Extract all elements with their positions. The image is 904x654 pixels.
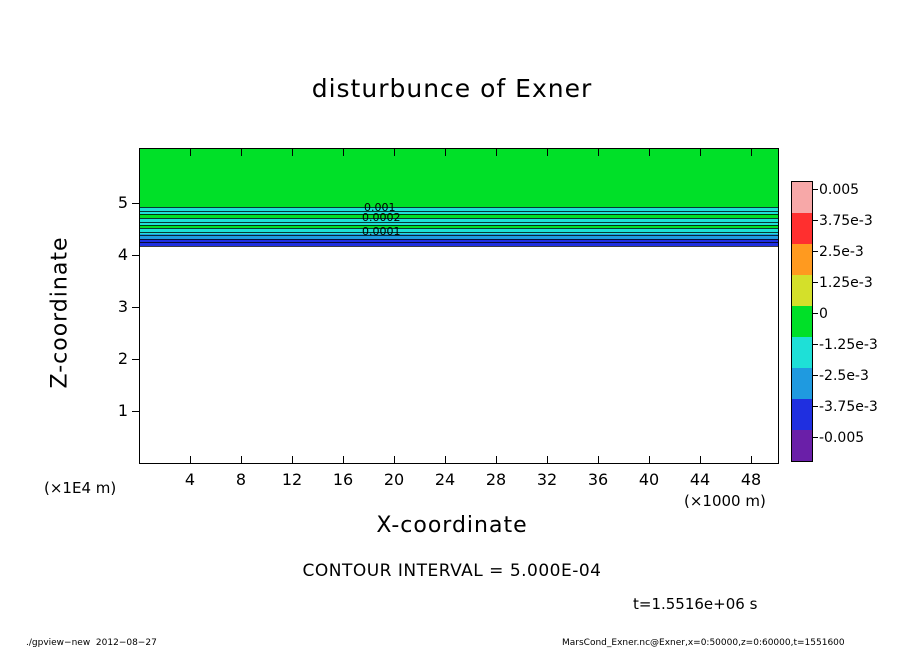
colorbar-label: -1.25e-3: [819, 337, 878, 353]
contour-line: [140, 239, 778, 240]
x-tick-top: [343, 149, 344, 156]
colorbar-label: 3.75e-3: [819, 213, 873, 229]
contour-interval-label: CONTOUR INTERVAL = 5.000E-04: [302, 561, 602, 581]
colorbar-cell: [792, 306, 812, 337]
x-axis-title: X-coordinate: [376, 513, 528, 538]
contour-line: [140, 246, 778, 247]
time-label: t=1.5516e+06 s: [633, 595, 758, 613]
x-tick: [547, 456, 548, 464]
x-tick-top: [751, 149, 752, 156]
footer-right: MarsCond_Exner.nc@Exner,x=0:50000,z=0:60000,t=1551600: [562, 638, 845, 648]
x-tick: [751, 456, 752, 464]
contour-label-3: 0.0001: [362, 225, 401, 238]
contour-line: [140, 211, 778, 212]
contour-line: [140, 214, 778, 215]
y-tick-label: 1: [117, 401, 128, 420]
plot-area: [139, 148, 779, 464]
colorbar-tick: [813, 220, 818, 221]
y-tick-label: 3: [117, 297, 128, 316]
colorbar-cell: [792, 337, 812, 368]
x-tick: [190, 456, 191, 464]
x-tick-top: [547, 149, 548, 156]
x-tick-top: [292, 149, 293, 156]
x-tick-top: [241, 149, 242, 156]
x-tick-label: 32: [536, 470, 558, 489]
y-tick-label: 2: [117, 349, 128, 368]
x-tick: [394, 456, 395, 464]
x-tick: [496, 456, 497, 464]
colorbar-label: -3.75e-3: [819, 399, 878, 415]
colorbar-tick: [813, 406, 818, 407]
contour-line: [140, 222, 778, 223]
colorbar-tick: [813, 251, 818, 252]
chart-title: disturbunce of Exner: [311, 74, 593, 103]
x-tick: [241, 456, 242, 464]
x-tick-label: 20: [383, 470, 405, 489]
y-tick: [132, 411, 140, 412]
x-tick-top: [496, 149, 497, 156]
colorbar-label: 0: [819, 306, 828, 322]
x-tick-top: [445, 149, 446, 156]
colorbar-label: 0.005: [819, 182, 860, 198]
x-tick-label: 44: [689, 470, 711, 489]
colorbar-cell: [792, 244, 812, 275]
colorbar-tick: [813, 375, 818, 376]
colorbar-cell: [792, 275, 812, 306]
x-tick-top: [700, 149, 701, 156]
contour-line: [140, 228, 778, 229]
x-tick-label: 4: [184, 470, 196, 489]
x-tick-top: [649, 149, 650, 156]
x-tick: [343, 456, 344, 464]
contour-line: [140, 232, 778, 233]
data-band-zero: [140, 149, 778, 207]
colorbar: [791, 181, 813, 462]
x-tick: [292, 456, 293, 464]
y-tick: [132, 203, 140, 204]
y-tick-label: 4: [117, 245, 128, 264]
x-tick-top: [190, 149, 191, 156]
y-axis-unit: (×1E4 m): [44, 479, 117, 497]
contour-line: [140, 225, 778, 226]
colorbar-tick: [813, 344, 818, 345]
colorbar-cell: [792, 430, 812, 461]
colorbar-cell: [792, 399, 812, 430]
x-tick-label: 8: [235, 470, 247, 489]
y-axis-title: Z-coordinate: [47, 236, 73, 389]
x-tick-label: 16: [332, 470, 354, 489]
colorbar-cell: [792, 213, 812, 244]
x-tick-top: [394, 149, 395, 156]
colorbar-cell: [792, 368, 812, 399]
colorbar-label: -0.005: [819, 430, 865, 446]
x-tick-top: [598, 149, 599, 156]
footer-left: ./gpview−new 2012−08−27: [26, 638, 157, 648]
x-tick: [598, 456, 599, 464]
x-tick: [649, 456, 650, 464]
x-tick-label: 48: [740, 470, 762, 489]
colorbar-label: 1.25e-3: [819, 275, 873, 291]
contour-line: [140, 242, 778, 243]
y-tick: [132, 307, 140, 308]
colorbar-tick: [813, 189, 818, 190]
x-tick-label: 12: [281, 470, 303, 489]
data-band-white: [140, 246, 778, 464]
colorbar-tick: [813, 437, 818, 438]
x-tick-label: 36: [587, 470, 609, 489]
colorbar-label: 2.5e-3: [819, 244, 864, 260]
y-tick-label: 5: [117, 193, 128, 212]
contour-line: [140, 218, 778, 219]
contour-line: [140, 235, 778, 236]
x-tick-label: 40: [638, 470, 660, 489]
y-tick: [132, 359, 140, 360]
y-tick: [132, 255, 140, 256]
x-axis-unit: (×1000 m): [684, 492, 766, 510]
x-tick-label: 24: [434, 470, 456, 489]
contour-line: [140, 207, 778, 208]
colorbar-cell: [792, 182, 812, 213]
contour-label-2: 0.0002: [362, 211, 401, 224]
colorbar-label: -2.5e-3: [819, 368, 869, 384]
contour-label-1: 0.001: [364, 201, 396, 214]
colorbar-tick: [813, 313, 818, 314]
x-tick: [700, 456, 701, 464]
x-tick: [445, 456, 446, 464]
colorbar-tick: [813, 282, 818, 283]
x-tick-label: 28: [485, 470, 507, 489]
